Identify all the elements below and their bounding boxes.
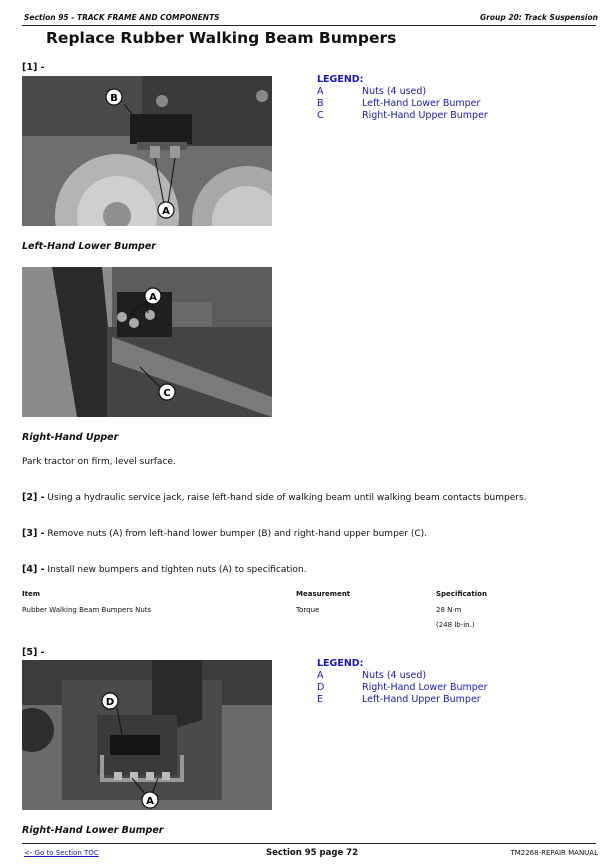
callout-a-label: A: [149, 292, 157, 303]
callout-c-label: C: [163, 388, 171, 399]
step-3: [22, 528, 427, 539]
legend-text: Left-Hand Upper Bumper: [362, 694, 481, 705]
legend-text: Right-Hand Upper Bumper: [362, 110, 488, 121]
section-header: Section 95 - TRACK FRAME AND COMPONENTS: [24, 13, 220, 22]
page-title: Replace Rubber Walking Beam Bumpers: [46, 29, 397, 47]
table-cell-spec-imperial: (248 lb-in.): [436, 621, 475, 629]
legend-key: E: [317, 694, 324, 705]
table-cell-item: Rubber Walking Beam Bumpers Nuts: [22, 606, 152, 614]
step-4-text: Install new bumpers and tighten nuts (A) to specification.: [47, 565, 307, 575]
step-4-label: [4] -: [22, 564, 45, 575]
legend-key: D: [317, 682, 325, 693]
legend-text: Right-Hand Lower Bumper: [362, 682, 488, 693]
step-3-label: [3] -: [22, 528, 45, 539]
step-2: [22, 492, 527, 503]
callout-b: [106, 89, 122, 105]
legend-key: A: [317, 86, 324, 97]
table-header-specification: Specification: [436, 590, 487, 598]
step-2-label: [2] -: [22, 492, 45, 503]
header-rule: [22, 25, 596, 26]
table-cell-measurement: Torque: [296, 606, 320, 614]
legend-2-title: LEGEND:: [317, 658, 364, 669]
callout-a: [142, 792, 158, 808]
callout-a: [145, 288, 161, 304]
figure-3-caption: Right-Hand Lower Bumper: [22, 825, 164, 836]
table-cell-spec-metric: 28 N·m: [436, 606, 462, 614]
group-header: Group 20: Track Suspension: [480, 13, 598, 22]
table-header-item: Item: [22, 590, 40, 598]
footer-rule: [22, 843, 596, 844]
go-to-section-toc-link[interactable]: <- Go to Section TOC: [24, 849, 99, 857]
step-5-label: [5] -: [22, 647, 45, 658]
legend-2-item-a: [317, 670, 517, 682]
callout-c: [159, 384, 175, 400]
callout-a-label: A: [146, 796, 154, 807]
legend-key: A: [317, 670, 324, 681]
legend-1-item-b: [317, 98, 517, 110]
legend-text: Nuts (4 used): [362, 670, 427, 681]
table-header-measurement: Measurement: [296, 590, 351, 598]
figure-1-caption: Left-Hand Lower Bumper: [22, 241, 156, 252]
callout-d: [102, 693, 118, 709]
step-4: [22, 564, 306, 575]
legend-key: B: [317, 98, 324, 109]
legend-1-item-c: [317, 110, 517, 122]
figure-right-hand-lower-bumper: [22, 660, 272, 810]
callout-d-label: D: [105, 697, 115, 708]
callout-a-label: A: [162, 206, 170, 217]
figure-right-hand-upper-bumper: [22, 267, 272, 417]
legend-2-item-e: [317, 694, 517, 706]
step-2-text: Using a hydraulic service jack, raise left-hand side of walking beam until walking beam contacts bumpers.: [47, 493, 527, 503]
callout-a: [158, 202, 174, 218]
legend-text: Nuts (4 used): [362, 86, 427, 97]
step-1-text: Park tractor on firm, level surface.: [22, 457, 176, 467]
legend-1-item-a: [317, 86, 517, 98]
figure-2-caption: Right-Hand Upper: [22, 432, 119, 443]
legend-text: Left-Hand Lower Bumper: [362, 98, 481, 109]
legend-1-title: LEGEND:: [317, 74, 364, 85]
page-number: Section 95 page 72: [266, 848, 358, 858]
step-3-text: Remove nuts (A) from left-hand lower bumper (B) and right-hand upper bumper (C).: [47, 529, 428, 539]
figure-left-hand-lower-bumper: [22, 76, 272, 226]
step-1-label: [1] -: [22, 62, 45, 73]
manual-id: TM2268-REPAIR MANUAL: [510, 849, 598, 857]
callout-b-label: B: [110, 93, 118, 104]
legend-2-item-d: [317, 682, 517, 694]
legend-key: C: [317, 110, 324, 121]
